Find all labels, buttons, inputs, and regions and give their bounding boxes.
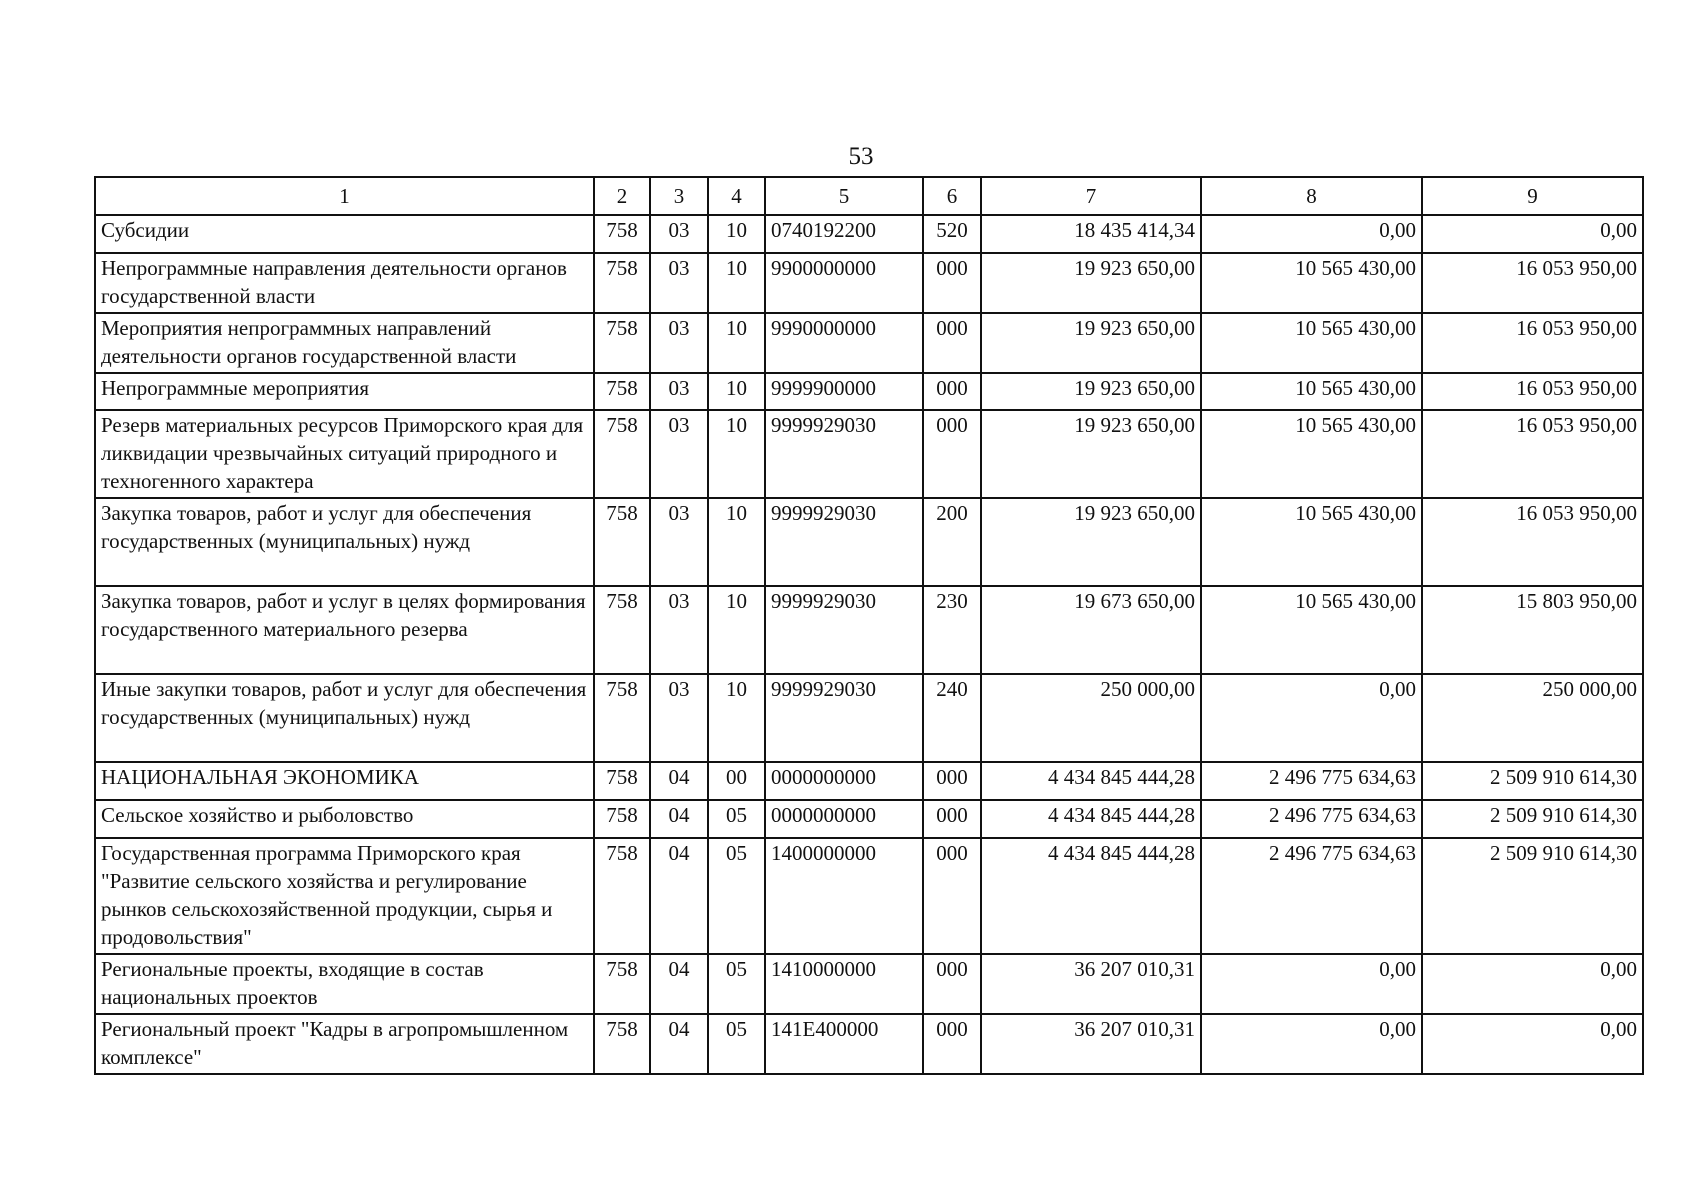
table-row [95, 800, 1643, 838]
row-code-6: 000 [923, 1014, 981, 1074]
row-code-4: 10 [708, 498, 765, 586]
row-code-2: 758 [594, 800, 650, 838]
row-code-6: 000 [923, 373, 981, 410]
row-code-2: 758 [594, 498, 650, 586]
row-code-4: 10 [708, 410, 765, 498]
table-row [95, 674, 1643, 762]
row-value-8: 0,00 [1201, 954, 1422, 1014]
row-code-4: 10 [708, 215, 765, 253]
row-value-8: 0,00 [1201, 674, 1422, 762]
row-code-5: 0000000000 [765, 800, 923, 838]
row-code-2: 758 [594, 674, 650, 762]
row-name: Сельское хозяйство и рыболовство [95, 800, 594, 838]
row-code-6: 000 [923, 313, 981, 373]
header-row [95, 177, 1643, 215]
row-code-5: 0000000000 [765, 762, 923, 800]
page-number: 53 [848, 143, 874, 170]
row-code-6: 230 [923, 586, 981, 674]
table-row [95, 954, 1643, 1014]
row-code-5: 9999929030 [765, 410, 923, 498]
row-code-2: 758 [594, 253, 650, 313]
row-value-9: 2 509 910 614,30 [1422, 762, 1643, 800]
row-value-7: 19 923 650,00 [981, 253, 1201, 313]
row-code-6: 000 [923, 954, 981, 1014]
header-col-7: 7 [981, 177, 1201, 215]
row-code-4: 05 [708, 800, 765, 838]
table-row [95, 586, 1643, 674]
row-code-5: 9990000000 [765, 313, 923, 373]
header-col-2: 2 [594, 177, 650, 215]
row-value-8: 0,00 [1201, 1014, 1422, 1074]
row-value-9: 250 000,00 [1422, 674, 1643, 762]
row-value-8: 10 565 430,00 [1201, 586, 1422, 674]
row-value-8: 10 565 430,00 [1201, 313, 1422, 373]
row-value-9: 0,00 [1422, 1014, 1643, 1074]
row-value-7: 36 207 010,31 [981, 1014, 1201, 1074]
table-row [95, 410, 1643, 498]
row-code-2: 758 [594, 762, 650, 800]
row-code-6: 520 [923, 215, 981, 253]
table-row [95, 313, 1643, 373]
row-code-6: 000 [923, 253, 981, 313]
row-code-5: 1400000000 [765, 838, 923, 954]
row-value-7: 36 207 010,31 [981, 954, 1201, 1014]
row-code-2: 758 [594, 410, 650, 498]
row-value-9: 16 053 950,00 [1422, 253, 1643, 313]
row-code-6: 000 [923, 800, 981, 838]
row-value-7: 4 434 845 444,28 [981, 762, 1201, 800]
row-code-3: 04 [650, 838, 708, 954]
row-code-3: 03 [650, 253, 708, 313]
header-col-4: 4 [708, 177, 765, 215]
row-code-3: 03 [650, 498, 708, 586]
row-value-9: 16 053 950,00 [1422, 498, 1643, 586]
header-col-3: 3 [650, 177, 708, 215]
row-code-3: 04 [650, 800, 708, 838]
row-code-3: 03 [650, 313, 708, 373]
row-code-5: 9900000000 [765, 253, 923, 313]
budget-table [94, 176, 1644, 1075]
row-code-3: 04 [650, 1014, 708, 1074]
row-value-9: 0,00 [1422, 215, 1643, 253]
row-name: Непрограммные направления деятельности органов государственной власти [95, 253, 594, 313]
table-row [95, 498, 1643, 586]
row-code-5: 0740192200 [765, 215, 923, 253]
header-col-6: 6 [923, 177, 981, 215]
row-name: НАЦИОНАЛЬНАЯ ЭКОНОМИКА [95, 762, 594, 800]
row-code-4: 10 [708, 253, 765, 313]
row-value-9: 16 053 950,00 [1422, 410, 1643, 498]
row-name: Закупка товаров, работ и услуг в целях формирования государственного материального резерва [95, 586, 594, 674]
row-value-8: 2 496 775 634,63 [1201, 838, 1422, 954]
row-code-2: 758 [594, 313, 650, 373]
row-value-9: 15 803 950,00 [1422, 586, 1643, 674]
row-code-4: 00 [708, 762, 765, 800]
row-value-8: 10 565 430,00 [1201, 410, 1422, 498]
row-code-2: 758 [594, 1014, 650, 1074]
row-code-4: 10 [708, 313, 765, 373]
row-code-4: 10 [708, 674, 765, 762]
row-code-3: 03 [650, 215, 708, 253]
row-value-7: 19 923 650,00 [981, 373, 1201, 410]
row-value-7: 19 673 650,00 [981, 586, 1201, 674]
header-col-9: 9 [1422, 177, 1643, 215]
row-value-8: 10 565 430,00 [1201, 373, 1422, 410]
table-row [95, 215, 1643, 253]
row-name: Непрограммные мероприятия [95, 373, 594, 410]
row-code-2: 758 [594, 373, 650, 410]
row-code-4: 10 [708, 373, 765, 410]
table-row [95, 253, 1643, 313]
row-code-6: 000 [923, 762, 981, 800]
row-name: Резерв материальных ресурсов Приморского края для ликвидации чрезвычайных ситуаций природного и техногенного характера [95, 410, 594, 498]
row-code-2: 758 [594, 586, 650, 674]
row-code-3: 03 [650, 373, 708, 410]
row-code-3: 03 [650, 674, 708, 762]
row-code-6: 200 [923, 498, 981, 586]
row-value-7: 19 923 650,00 [981, 313, 1201, 373]
row-value-7: 19 923 650,00 [981, 498, 1201, 586]
row-name: Субсидии [95, 215, 594, 253]
row-value-8: 2 496 775 634,63 [1201, 800, 1422, 838]
row-name: Государственная программа Приморского края "Развитие сельского хозяйства и регулирование рынков сельскохозяйственной продукции, сырья и продовольствия" [95, 838, 594, 954]
row-code-4: 10 [708, 586, 765, 674]
row-value-7: 250 000,00 [981, 674, 1201, 762]
table-row [95, 1014, 1643, 1074]
row-code-3: 03 [650, 586, 708, 674]
row-code-6: 240 [923, 674, 981, 762]
header-col-5: 5 [765, 177, 923, 215]
row-code-6: 000 [923, 410, 981, 498]
row-code-5: 9999929030 [765, 498, 923, 586]
row-value-8: 0,00 [1201, 215, 1422, 253]
header-col-8: 8 [1201, 177, 1422, 215]
row-code-5: 9999929030 [765, 674, 923, 762]
table-row [95, 373, 1643, 410]
row-name: Иные закупки товаров, работ и услуг для обеспечения государственных (муниципальных) нужд [95, 674, 594, 762]
row-value-7: 19 923 650,00 [981, 410, 1201, 498]
row-value-9: 16 053 950,00 [1422, 373, 1643, 410]
row-code-5: 1410000000 [765, 954, 923, 1014]
row-name: Мероприятия непрограммных направлений деятельности органов государственной власти [95, 313, 594, 373]
row-code-5: 9999900000 [765, 373, 923, 410]
table-row [95, 762, 1643, 800]
row-code-4: 05 [708, 838, 765, 954]
row-value-9: 16 053 950,00 [1422, 313, 1643, 373]
row-code-3: 03 [650, 410, 708, 498]
row-value-8: 10 565 430,00 [1201, 253, 1422, 313]
row-value-7: 4 434 845 444,28 [981, 800, 1201, 838]
row-name: Региональный проект "Кадры в агропромышленном комплексе" [95, 1014, 594, 1074]
row-value-7: 4 434 845 444,28 [981, 838, 1201, 954]
row-value-8: 10 565 430,00 [1201, 498, 1422, 586]
row-value-7: 18 435 414,34 [981, 215, 1201, 253]
row-code-5: 141E400000 [765, 1014, 923, 1074]
row-code-5: 9999929030 [765, 586, 923, 674]
row-code-4: 05 [708, 1014, 765, 1074]
row-code-3: 04 [650, 762, 708, 800]
row-value-9: 2 509 910 614,30 [1422, 838, 1643, 954]
row-name: Региональные проекты, входящие в состав национальных проектов [95, 954, 594, 1014]
row-value-9: 2 509 910 614,30 [1422, 800, 1643, 838]
row-code-4: 05 [708, 954, 765, 1014]
header-col-1: 1 [95, 177, 594, 215]
row-code-2: 758 [594, 954, 650, 1014]
row-value-8: 2 496 775 634,63 [1201, 762, 1422, 800]
row-code-2: 758 [594, 215, 650, 253]
table-row [95, 838, 1643, 954]
row-value-9: 0,00 [1422, 954, 1643, 1014]
row-code-2: 758 [594, 838, 650, 954]
row-code-3: 04 [650, 954, 708, 1014]
row-code-6: 000 [923, 838, 981, 954]
row-name: Закупка товаров, работ и услуг для обеспечения государственных (муниципальных) нужд [95, 498, 594, 586]
